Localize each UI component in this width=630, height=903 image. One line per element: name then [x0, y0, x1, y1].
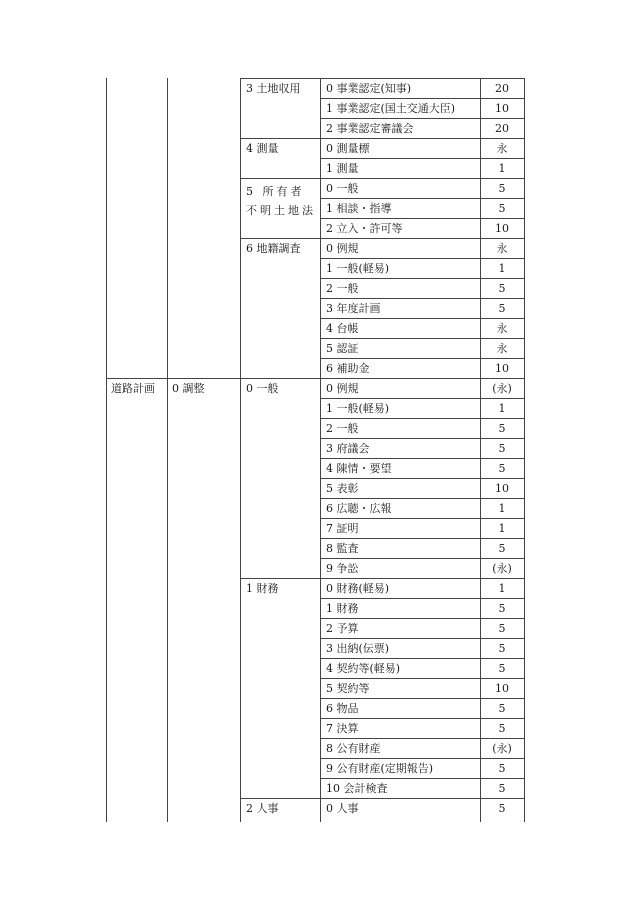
- row-divider: [320, 698, 524, 699]
- item-label: 6 広聴・広報: [326, 502, 392, 515]
- retention-period: 5: [498, 722, 506, 735]
- retention-period: 1: [498, 582, 506, 595]
- group-divider: [240, 178, 524, 179]
- group-label: 1 財務: [246, 582, 279, 595]
- item-label: 7 証明: [326, 522, 359, 535]
- retention-period: 1: [498, 502, 506, 515]
- retention-period: (永): [492, 742, 512, 755]
- item-label: 3 年度計画: [326, 302, 381, 315]
- row-divider: [320, 118, 524, 119]
- retention-period: (永): [492, 382, 512, 395]
- row-divider: [320, 678, 524, 679]
- group-label: 2 人事: [246, 802, 279, 815]
- row-divider: [320, 458, 524, 459]
- retention-period: 20: [495, 122, 509, 135]
- item-label: 0 人事: [326, 802, 359, 815]
- item-label: 8 公有財産: [326, 742, 381, 755]
- retention-period: 永: [496, 242, 508, 255]
- column-border-2: [240, 78, 241, 822]
- row-divider: [320, 218, 524, 219]
- category-label: 道路計画: [111, 382, 155, 395]
- category-divider: [106, 378, 524, 379]
- retention-period: 1: [498, 402, 506, 415]
- retention-period: (永): [492, 562, 512, 575]
- row-divider: [320, 558, 524, 559]
- row-divider: [320, 278, 524, 279]
- retention-period: 5: [498, 542, 506, 555]
- item-label: 4 契約等(軽易): [326, 662, 401, 675]
- retention-period: 10: [495, 362, 509, 375]
- item-label: 0 例規: [326, 242, 359, 255]
- group-label: 0 一般: [246, 382, 279, 395]
- item-label: 3 府議会: [326, 442, 370, 455]
- item-label: 5 認証: [326, 342, 359, 355]
- row-divider: [320, 538, 524, 539]
- item-label: 4 台帳: [326, 322, 359, 335]
- item-label: 10 会計検査: [326, 782, 388, 795]
- retention-period: 永: [496, 322, 508, 335]
- row-divider: [320, 638, 524, 639]
- row-divider: [320, 778, 524, 779]
- row-divider: [320, 418, 524, 419]
- item-label: 8 監査: [326, 542, 359, 555]
- retention-period: 5: [498, 442, 506, 455]
- retention-period: 5: [498, 642, 506, 655]
- item-label: 6 補助金: [326, 362, 370, 375]
- retention-period: 5: [498, 182, 506, 195]
- retention-period: 5: [498, 282, 506, 295]
- item-label: 2 一般: [326, 282, 359, 295]
- row-divider: [320, 98, 524, 99]
- group-divider: [240, 578, 524, 579]
- item-label: 9 争訟: [326, 562, 359, 575]
- retention-period: 1: [498, 262, 506, 275]
- item-label: 1 測量: [326, 162, 359, 175]
- group-label: 3 土地収用: [246, 82, 301, 95]
- column-border-1: [167, 78, 168, 822]
- retention-period: 5: [498, 302, 506, 315]
- retention-period: 永: [496, 142, 508, 155]
- group-divider: [240, 138, 524, 139]
- item-label: 5 表彰: [326, 482, 359, 495]
- retention-period: 10: [495, 102, 509, 115]
- retention-period: 10: [495, 482, 509, 495]
- row-divider: [320, 198, 524, 199]
- retention-period: 5: [498, 422, 506, 435]
- row-divider: [320, 598, 524, 599]
- retention-period: 10: [495, 682, 509, 695]
- retention-period: 5: [498, 462, 506, 475]
- retention-period: 10: [495, 222, 509, 235]
- item-label: 1 事業認定(国土交通大臣): [326, 102, 456, 115]
- retention-period: 5: [498, 662, 506, 675]
- item-label: 2 立入・許可等: [326, 222, 403, 235]
- retention-period: 5: [498, 602, 506, 615]
- retention-period: 1: [498, 522, 506, 535]
- row-divider: [320, 618, 524, 619]
- row-divider: [320, 738, 524, 739]
- item-label: 5 契約等: [326, 682, 370, 695]
- retention-period: 5: [498, 702, 506, 715]
- retention-period: 1: [498, 162, 506, 175]
- item-label: 1 一般(軽易): [326, 402, 390, 415]
- item-label: 7 決算: [326, 722, 359, 735]
- row-divider: [320, 258, 524, 259]
- row-divider: [320, 338, 524, 339]
- item-label: 0 事業認定(知事): [326, 82, 412, 95]
- table-top-border: [240, 78, 524, 79]
- item-label: 1 一般(軽易): [326, 262, 390, 275]
- retention-period: 5: [498, 802, 506, 815]
- row-divider: [320, 478, 524, 479]
- item-label: 0 例規: [326, 382, 359, 395]
- item-label: 3 出納(伝票): [326, 642, 390, 655]
- retention-period: 5: [498, 782, 506, 795]
- retention-period: 5: [498, 622, 506, 635]
- item-label: 2 予算: [326, 622, 359, 635]
- subcategory-label: 0 調整: [172, 382, 205, 395]
- item-label: 0 一般: [326, 182, 359, 195]
- row-divider: [320, 718, 524, 719]
- row-divider: [320, 518, 524, 519]
- item-label: 4 陳情・要望: [326, 462, 392, 475]
- retention-period: 5: [498, 762, 506, 775]
- group-divider: [240, 798, 524, 799]
- item-label: 2 事業認定審議会: [326, 122, 414, 135]
- retention-period: 20: [495, 82, 509, 95]
- item-label: 1 相談・指導: [326, 202, 392, 215]
- row-divider: [320, 158, 524, 159]
- row-divider: [320, 398, 524, 399]
- column-border-0: [106, 78, 107, 822]
- group-label: 4 測量: [246, 142, 279, 155]
- row-divider: [320, 658, 524, 659]
- group-label: 6 地籍調査: [246, 242, 301, 255]
- item-label: 6 物品: [326, 702, 359, 715]
- item-label: 9 公有財産(定期報告): [326, 762, 434, 775]
- row-divider: [320, 318, 524, 319]
- row-divider: [320, 498, 524, 499]
- item-label: 0 財務(軽易): [326, 582, 390, 595]
- row-divider: [320, 358, 524, 359]
- item-label: 2 一般: [326, 422, 359, 435]
- row-divider: [320, 298, 524, 299]
- column-border-3: [320, 78, 321, 822]
- row-divider: [320, 758, 524, 759]
- retention-period: 永: [496, 342, 508, 355]
- retention-period: 5: [498, 202, 506, 215]
- item-label: 0 測量標: [326, 142, 370, 155]
- group-divider: [240, 238, 524, 239]
- row-divider: [320, 438, 524, 439]
- group-label: 5 所有者不明土地法: [246, 185, 316, 217]
- item-label: 1 財務: [326, 602, 359, 615]
